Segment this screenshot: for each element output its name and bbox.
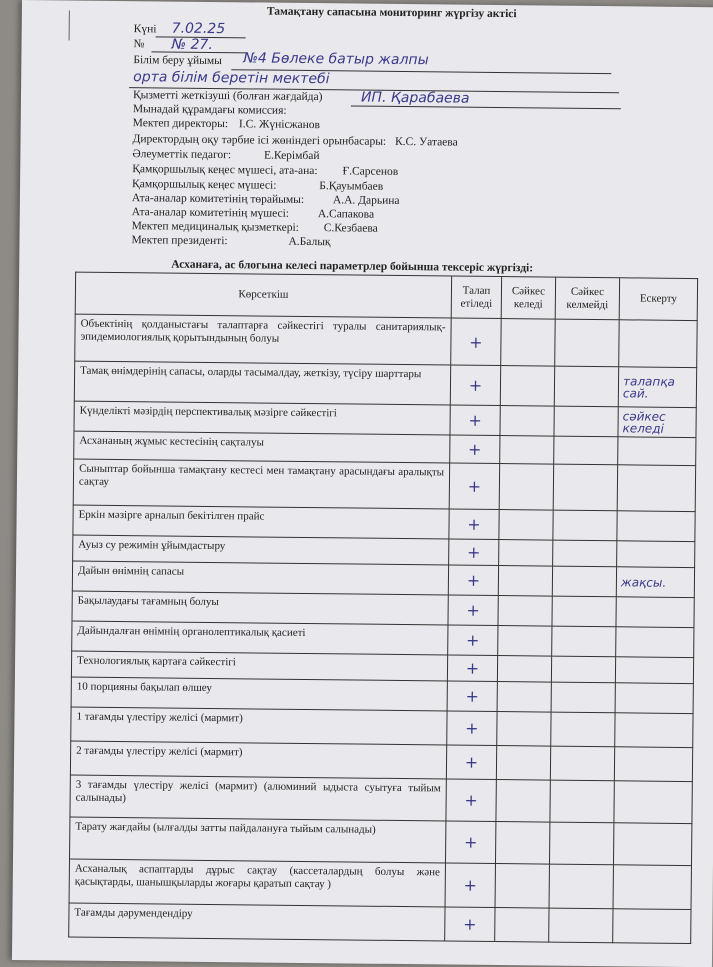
noncompliant-cell xyxy=(552,626,616,657)
required-mark: + xyxy=(445,863,495,908)
required-mark: + xyxy=(449,539,499,566)
remark-cell xyxy=(618,437,696,466)
table-row xyxy=(69,903,691,944)
required-mark: + xyxy=(445,821,495,864)
indicator-cell: Объектінің қолданыстағы талаптарға сәйкестігі туралы санитариялық-эпидемиологиялық қорытындының болуы xyxy=(75,314,451,365)
required-mark: + xyxy=(446,779,496,822)
noncompliant-cell xyxy=(551,712,615,747)
table-row xyxy=(70,817,692,866)
remark-cell xyxy=(616,597,694,628)
commission-member xyxy=(132,178,383,193)
indicator-cell: Тарату жағдайы (ылғалды затты пайдалануға тыйым салынады) xyxy=(70,817,446,863)
compliant-cell xyxy=(495,822,549,865)
compliant-cell xyxy=(497,682,551,713)
member-role: Қамқоршылық кеңес мүшесі: xyxy=(132,178,277,192)
document-title: Тамақтану сапасына мониторинг жүргізу актісі xyxy=(266,5,517,21)
document-sheet xyxy=(12,0,713,967)
noncompliant-cell xyxy=(550,746,614,781)
table-row xyxy=(73,459,695,512)
remark-cell xyxy=(619,320,697,368)
date-value: 7.02.25 xyxy=(171,20,226,38)
number-label: № xyxy=(133,38,145,51)
remark-cell xyxy=(613,823,691,866)
column-header-noncompliant: Сәйкес келмейді xyxy=(555,277,619,320)
number-value: № 27. xyxy=(171,36,213,54)
compliant-cell xyxy=(495,908,549,943)
member-role: Мектеп директоры: xyxy=(132,117,229,131)
indicator-cell: Ауыз су режимін ұйымдастыру xyxy=(73,535,449,565)
noncompliant-cell xyxy=(550,780,614,823)
executor-value: ИП. Қарабаева xyxy=(360,89,470,107)
remark-cell xyxy=(616,627,694,658)
noncompliant-cell xyxy=(554,436,618,465)
remark-cell xyxy=(615,683,693,714)
remark-cell xyxy=(613,909,691,944)
org-value-line-2: орта білім беретін мектебі xyxy=(133,69,330,88)
compliant-cell xyxy=(496,780,550,823)
commission-member xyxy=(132,220,378,235)
noncompliant-cell xyxy=(553,540,617,567)
compliant-cell xyxy=(496,746,550,781)
noncompliant-cell xyxy=(551,682,615,713)
member-name: Б.Қауымбаев xyxy=(319,180,384,193)
compliant-cell xyxy=(495,864,549,909)
noncompliant-cell xyxy=(553,464,617,511)
commission-member xyxy=(131,234,330,248)
noncompliant-cell xyxy=(555,319,619,367)
compliant-cell xyxy=(499,540,553,567)
org-value-line-1: №4 Бөлеке батыр жалпы xyxy=(243,50,429,69)
table-row xyxy=(74,361,696,408)
noncompliant-cell xyxy=(549,822,613,865)
remark-cell: талапқа сай. xyxy=(618,367,696,408)
required-mark: + xyxy=(448,625,498,656)
noncompliant-cell xyxy=(549,908,613,943)
remark-cell: жақсы. xyxy=(616,567,694,598)
indicator-cell: Тамақ өнімдерінің сапасы, оларды тасымалдау, жеткізу, түсіру шарттары xyxy=(74,361,450,405)
compliant-cell xyxy=(500,436,554,465)
indicator-cell: Асханалық аспаптарды дұрыс сақтау (кассеталардың болуы және қасықтарды, шанышқыларды жоғары қаратып сақтау ) xyxy=(69,859,445,907)
compliant-cell xyxy=(497,656,551,683)
remark-cell: сәйкес келеді xyxy=(618,407,696,438)
member-name: А.А. Дарьина xyxy=(332,194,400,207)
member-role: Мектеп медициналық қызметкері: xyxy=(131,220,299,234)
org-label: Білім беру ұйымы xyxy=(133,54,222,68)
noncompliant-cell xyxy=(554,366,618,407)
required-mark: + xyxy=(450,405,500,436)
member-role: Қамқоршылық кеңес мүшесі, ата-ана: xyxy=(132,163,318,178)
remark-cell xyxy=(615,657,693,684)
compliant-cell xyxy=(497,712,551,747)
column-header-remark: Ескерту xyxy=(619,278,697,321)
column-header-compliant: Сәйкес келеді xyxy=(501,277,555,320)
compliant-cell xyxy=(498,596,552,627)
noncompliant-cell xyxy=(551,656,615,683)
remark-cell xyxy=(613,865,691,910)
remark-cell xyxy=(617,541,695,568)
noncompliant-cell xyxy=(552,566,616,597)
commission-member xyxy=(133,117,320,131)
compliant-cell xyxy=(500,366,554,407)
monitoring-table xyxy=(68,272,698,944)
remark-cell xyxy=(614,747,692,782)
noncompliant-cell xyxy=(553,510,617,541)
indicator-cell: Бақылаудағы тағамның болуы xyxy=(72,591,448,625)
table-header-row xyxy=(75,272,697,321)
commission-label: Мынадай құрамдағы комиссия: xyxy=(132,103,287,117)
commission-member xyxy=(132,163,398,178)
noncompliant-cell xyxy=(549,864,613,909)
column-header-required: Талап етіледі xyxy=(451,276,501,319)
date-label: Күні xyxy=(133,23,157,36)
indicator-cell: Дайын өнімнің сапасы xyxy=(72,561,448,595)
compliant-cell xyxy=(498,566,552,597)
table-heading: Асханаға, ас блогына келесі параметрлер бойынша тексеріс жүргізді: xyxy=(171,258,534,275)
required-mark: + xyxy=(447,681,497,712)
remark-cell xyxy=(615,713,693,748)
commission-member xyxy=(132,192,400,207)
remark-cell xyxy=(614,781,692,824)
column-header-indicator: Көрсеткіш xyxy=(75,272,451,318)
noncompliant-cell xyxy=(554,406,618,437)
required-mark: + xyxy=(448,565,498,596)
commission-member xyxy=(132,133,457,148)
member-role: Ата-аналар комитетінің төрайымы: xyxy=(131,192,305,206)
member-name: С.Кезбаева xyxy=(323,222,378,235)
indicator-cell: Күнделікті мәзірдің перспективалық мәзірге сәйкестігі xyxy=(74,401,450,435)
indicator-cell: 1 тағамды үлестіру желісі (мармит) xyxy=(71,707,447,745)
indicator-cell: 3 тағамды үлестіру желісі (мармит) (алюминий ыдыста суытуға тыйым салынады) xyxy=(70,775,446,821)
member-name: Ғ.Сарсенов xyxy=(342,165,399,178)
indicator-cell: 2 тағамды үлестіру желісі (мармит) xyxy=(70,741,446,779)
required-mark: + xyxy=(446,745,496,780)
member-name: К.С. Уатаева xyxy=(394,135,458,149)
remark-cell xyxy=(617,511,695,542)
executor-label: Қызметті жеткізуші (болған жағдайда) xyxy=(132,89,323,104)
compliant-cell xyxy=(499,464,553,511)
member-name: А.Сапакова xyxy=(317,208,375,221)
required-mark: + xyxy=(450,365,500,406)
compliant-cell xyxy=(498,626,552,657)
required-mark: + xyxy=(447,711,497,746)
required-mark: + xyxy=(445,907,495,942)
required-mark: + xyxy=(447,655,497,682)
compliant-cell xyxy=(501,319,555,367)
indicator-cell: Асхананың жұмыс кестесінің сақталуы xyxy=(74,431,450,463)
member-name: Е.Керімбай xyxy=(263,149,320,163)
member-role: Директордың оқу тәрбие ісі жөніндегі орынбасары: xyxy=(132,133,387,148)
noncompliant-cell xyxy=(552,596,616,627)
compliant-cell xyxy=(500,406,554,437)
compliant-cell xyxy=(499,510,553,541)
member-role: Әлеуметтік педагог: xyxy=(132,148,232,162)
table-row xyxy=(70,775,692,824)
required-mark: + xyxy=(448,595,498,626)
indicator-cell: Сыныптар бойынша тамақтану кестесі мен тамақтану арасындағы аралықты сақтау xyxy=(73,459,449,509)
required-mark: + xyxy=(450,435,500,464)
executor-underline xyxy=(351,105,621,109)
table-row xyxy=(69,859,691,910)
member-role: Мектеп президенті: xyxy=(131,234,228,248)
member-role: Ата-аналар комитетінің мүшесі: xyxy=(131,206,290,220)
required-mark: + xyxy=(449,463,499,510)
indicator-cell: 10 порцияны бақылап өлшеу xyxy=(71,677,447,711)
indicator-cell: Еркін мәзірге арналып бекітілген прайс xyxy=(73,505,449,539)
indicator-cell: Тағамды дәрумендендіру xyxy=(69,903,445,941)
required-mark: + xyxy=(451,318,501,366)
remark-cell xyxy=(617,465,695,512)
table-row xyxy=(75,314,697,368)
indicator-cell: Дайындалған өнімнің органолептикалық қасиеті xyxy=(72,621,448,655)
member-name: І.С. Жүнісжанов xyxy=(238,118,321,132)
commission-member xyxy=(132,148,319,162)
required-mark: + xyxy=(449,509,499,540)
member-name: А.Балық xyxy=(288,235,331,249)
indicator-cell: Технологиялық картаға сәйкестігі xyxy=(71,651,447,681)
margin-line xyxy=(69,10,70,40)
commission-member xyxy=(132,206,374,221)
